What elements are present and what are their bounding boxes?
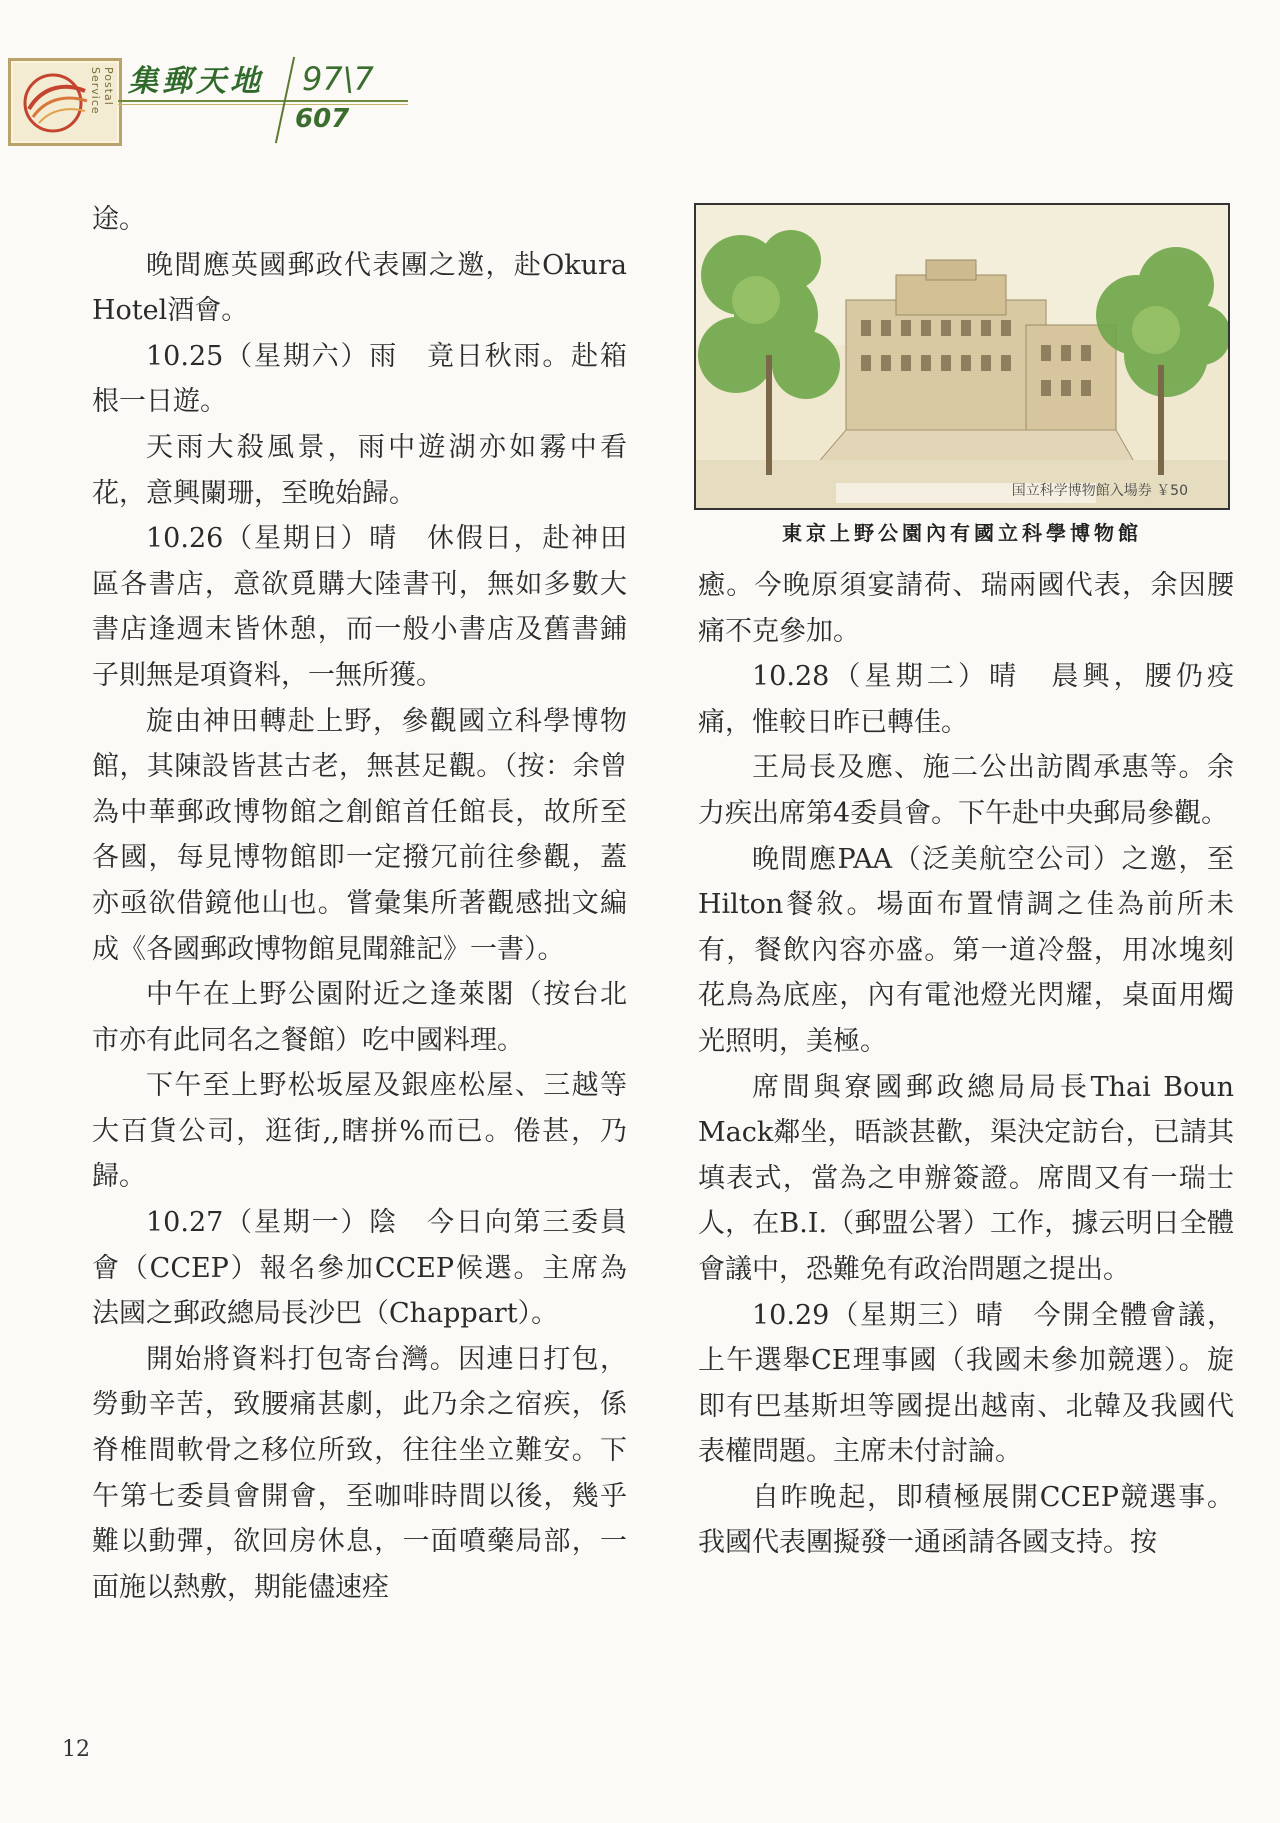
paragraph: 途。 (92, 204, 146, 235)
right-column (698, 563, 1234, 1566)
paragraph: 10.25（星期六）雨 竟日秋雨。赴箱根一日遊。 (92, 340, 627, 418)
paragraph: 下午至上野松坂屋及銀座松屋、三越等大百貨公司，逛街,,瞎拼%而已。倦甚，乃歸。 (92, 1070, 627, 1193)
page-number: 12 (62, 1737, 90, 1762)
paragraph: 10.28（星期二）晴 晨興，腰仍疫痛，惟較日昨已轉佳。 (698, 661, 1234, 738)
paragraph: 10.27（星期一）陰 今日向第三委員會（CCEP）報名參加CCEP候選。主席為法國之郵政總局長沙巴（Chappart）。 (92, 1207, 627, 1330)
paragraph: 晚間應英國郵政代表團之邀，赴Okura Hotel酒會。 (92, 249, 627, 327)
ticket-label: 国立科学博物館入場券 ￥50 (1011, 483, 1188, 499)
paragraph: 旋由神田轉赴上野，參觀國立科學博物館，其陳設皆甚古老，無甚足觀。（按：余曾為中華郵政博物館之創館首任館長，故所至各國，每見博物館即一定撥冗前往參觀，蓋亦亟欲借鏡他山也。嘗彙集所著觀感拙文編成《各國郵政博物館見聞雜記》一書）。 (92, 705, 627, 965)
museum-ticket-image (694, 203, 1230, 510)
paragraph: 10.26（星期日）晴 休假日，赴神田區各書店，意欲覓購大陸書刊，無如多數大書店逢週末皆休憩，而一般小書店及舊書鋪子則無是項資料，一無所獲。 (92, 523, 627, 691)
postal-swirl-icon (15, 65, 95, 137)
paragraph: 天雨大殺風景，雨中遊湖亦如霧中看花，意興闌珊，至晚始歸。 (92, 431, 627, 509)
paragraph: 王局長及應、施二公出訪閻承惠等。余力疾出席第4委員會。下午赴中央郵局參觀。 (698, 752, 1234, 829)
paragraph: 10.29（星期三）晴 今開全體會議，上午選舉CE理事國（我國未參加競選）。旋即有巴基斯坦等國提出越南、北韓及我國代表權問題。主席未付討論。 (698, 1299, 1234, 1468)
paragraph: 席間與寮國郵政總局局長Thai Boun Mack鄰坐，晤談甚歡，渠決定訪台，已請其填表式，當為之申辦簽證。席間又有一瑞士人，在B.I.（郵盟公署）工作，據云明日全體會議中，恐難免有政治問題之提出。 (698, 1071, 1234, 1285)
header-rule (118, 100, 408, 102)
issue-label: 97\7 (302, 60, 374, 98)
page-header (0, 0, 1280, 170)
paragraph: 開始將資料打包寄台灣。因連日打包，勞動辛苦，致腰痛甚劇，此乃余之宿疾，係脊椎間軟骨之移位所致，往往坐立難安。下午第七委員會開會，至咖啡時間以後，幾乎難以動彈，欲回房休息，一面噴藥局部，一面施以熱敷，期能儘速痊 (92, 1343, 627, 1603)
paragraph: 晚間應PAA（泛美航空公司）之邀，至Hilton餐敘。場面布置情調之佳為前所未有，餐飲內容亦盛。第一道冷盤，用冰塊刻花鳥為底座，內有電池燈光閃耀，桌面用燭光照明，美極。 (698, 843, 1234, 1057)
museum-illustration (696, 205, 1228, 508)
paragraph: 中午在上野公園附近之逢萊閣（按台北市亦有此同名之餐館）吃中國料理。 (92, 979, 627, 1056)
left-column (92, 197, 627, 1610)
paragraph: 癒。今晚原須宴請荷、瑞兩國代表，余因腰痛不克參加。 (698, 570, 1234, 647)
magazine-title: 集郵天地 (128, 64, 264, 99)
header-rule-accent (118, 104, 408, 105)
figure-caption: 東京上野公園內有國立科學博物館 (782, 521, 1142, 545)
magazine-logo (8, 58, 122, 146)
paragraph: 自昨晚起，即積極展開CCEP競選事。我國代表團擬發一通函請各國支持。按 (698, 1481, 1234, 1559)
issue-number: 607 (295, 104, 350, 134)
logo-text: Postal Service (89, 67, 115, 115)
